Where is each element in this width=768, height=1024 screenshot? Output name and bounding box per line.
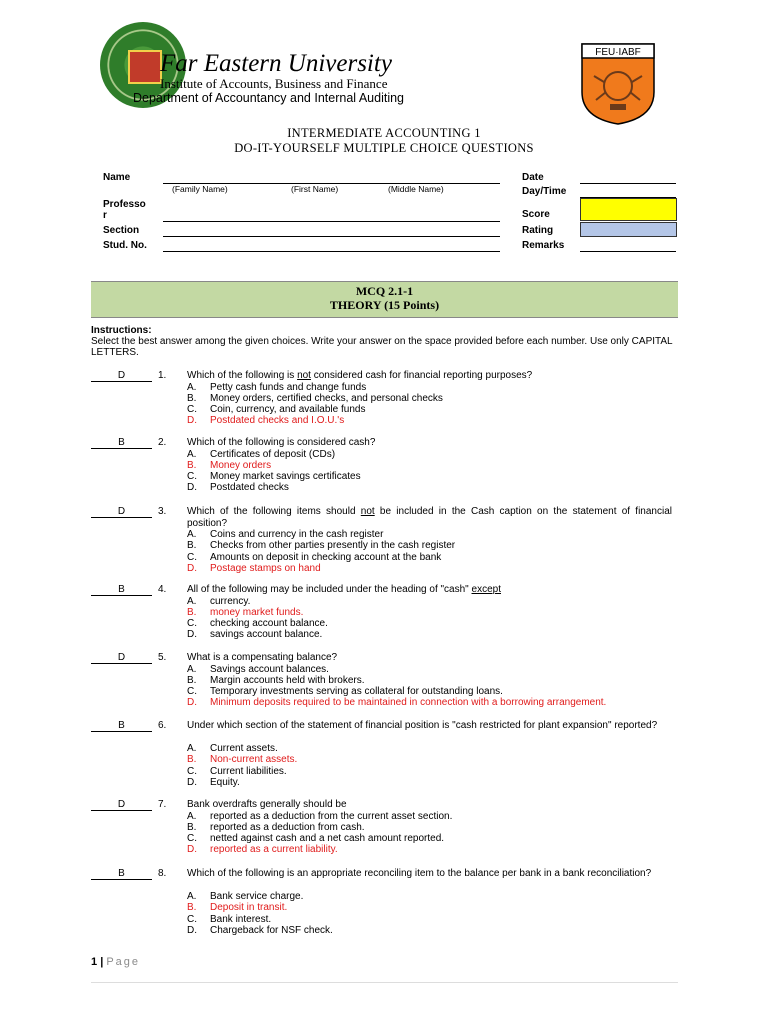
choice-text: Bank service charge. <box>210 891 304 902</box>
answer-field[interactable]: B <box>91 868 152 880</box>
seal-emblem <box>128 50 162 84</box>
choice-letter: B. <box>187 754 197 766</box>
choice-letter: C. <box>187 471 197 483</box>
choice-item <box>187 415 443 426</box>
choice-text: Postdated checks <box>210 482 289 494</box>
choice-letter: A. <box>187 743 197 754</box>
choice-list <box>187 596 328 641</box>
choice-text: Certificates of deposit (CDs) <box>210 448 336 460</box>
first-name-caption: (First Name) <box>291 184 339 194</box>
choice-letter: D. <box>187 844 197 856</box>
choice-letter: D. <box>187 776 197 788</box>
choice-text: Equity. <box>210 776 240 788</box>
choice-text: Savings account balances. <box>210 663 329 675</box>
choice-text: reported as a current liability. <box>210 844 338 856</box>
choice-item <box>187 393 443 404</box>
choice-item <box>187 844 452 855</box>
choice-letter: C. <box>187 765 197 777</box>
choice-text: Margin accounts held with brokers. <box>210 674 365 686</box>
choice-item <box>187 822 452 833</box>
choice-letter: C. <box>187 404 197 416</box>
choice-item <box>187 460 361 471</box>
choice-item <box>187 766 297 777</box>
instructions-text: Select the best answer among the given choices. Write your answer on the space provided before each number. Use only CAPITAL LETTERS. <box>91 336 673 358</box>
answer-field[interactable]: D <box>91 370 152 382</box>
choice-item <box>187 540 455 551</box>
choice-text: reported as a deduction from cash. <box>210 821 365 833</box>
choice-item <box>187 596 328 607</box>
worksheet-title: DO-IT-YOURSELF MULTIPLE CHOICE QUESTIONS <box>234 141 534 155</box>
choice-text: Bank interest. <box>210 913 272 925</box>
choice-text: Deposit in transit. <box>210 902 288 914</box>
choice-text: Temporary investments serving as collateral for outstanding loans. <box>210 686 503 698</box>
remarks-field[interactable] <box>580 251 676 252</box>
page-footer <box>91 956 140 968</box>
choice-text: reported as a deduction from the current asset section. <box>210 810 453 822</box>
choice-letter: C. <box>187 686 197 698</box>
question-text: Which of the following is an appropriate reconciling item to the balance per bank in a bank reconciliation? <box>187 868 652 879</box>
choice-text: Petty cash funds and change funds <box>210 381 367 393</box>
question-text: What is a compensating balance? <box>187 652 338 663</box>
choice-letter: B. <box>187 674 197 686</box>
choice-item <box>187 697 606 708</box>
choice-item <box>187 449 361 460</box>
question-number: 1. <box>158 370 167 381</box>
choice-item <box>187 902 333 913</box>
middle-name-caption: (Middle Name) <box>388 184 444 194</box>
choice-text: Money orders, certified checks, and personal checks <box>210 392 443 404</box>
choice-text: netted against cash and a net cash amount reported. <box>210 833 445 845</box>
choice-letter: D. <box>187 562 197 574</box>
choice-text: Coins and currency in the cash register <box>210 529 384 540</box>
choice-letter: B. <box>187 902 197 914</box>
university-name: Far Eastern University <box>160 50 392 77</box>
date-label: Date <box>522 172 544 183</box>
choice-item <box>187 754 297 765</box>
choice-list <box>187 382 443 427</box>
choice-letter: C. <box>187 913 197 925</box>
stud-no-label: Stud. No. <box>103 240 147 251</box>
choice-letter: A. <box>187 810 197 822</box>
question-number: 6. <box>158 720 167 731</box>
page-separator: | <box>100 956 104 968</box>
answer-field[interactable]: B <box>91 720 152 732</box>
choice-text: savings account balance. <box>210 629 323 641</box>
choice-text: Minimum deposits required to be maintained in connection with a borrowing arrangement. <box>210 697 607 709</box>
choice-item <box>187 629 328 640</box>
choice-text: Postage stamps on hand <box>210 562 321 574</box>
choice-list <box>187 664 606 709</box>
choice-letter: B. <box>187 459 197 471</box>
choice-text: currency. <box>210 595 251 607</box>
choice-letter: A. <box>187 529 197 540</box>
question-text: Bank overdrafts generally should be <box>187 799 347 810</box>
choice-letter: B. <box>187 540 197 552</box>
question-number: 8. <box>158 868 167 879</box>
choice-letter: B. <box>187 821 197 833</box>
choice-text: Money orders <box>210 459 272 471</box>
choice-item <box>187 482 361 493</box>
professor-field[interactable] <box>163 221 500 222</box>
choice-text: Amounts on deposit in checking account at the bank <box>210 551 442 563</box>
choice-letter: C. <box>187 551 197 563</box>
choice-item <box>187 811 452 822</box>
section-banner <box>91 281 678 318</box>
question-number: 5. <box>158 652 167 663</box>
rating-box[interactable] <box>580 222 677 237</box>
mcq-code: MCQ 2.1-1 <box>355 284 414 298</box>
choice-letter: D. <box>187 924 197 936</box>
question-number: 7. <box>158 799 167 810</box>
choice-letter: A. <box>187 891 197 902</box>
answer-field[interactable]: D <box>91 799 152 811</box>
choice-item <box>187 618 328 629</box>
choice-list <box>187 891 333 936</box>
theory-points: THEORY (15 Points) <box>329 298 440 312</box>
choice-text: Postdated checks and I.O.U.'s <box>210 415 345 427</box>
page-number: 1 <box>91 956 98 968</box>
question-number: 4. <box>158 584 167 595</box>
choice-letter: C. <box>187 618 197 630</box>
choice-text: Money market savings certificates <box>210 471 361 483</box>
choice-text: Coin, currency, and available funds <box>210 404 366 416</box>
section-label: Section <box>103 225 140 236</box>
choice-letter: A. <box>187 381 197 393</box>
choice-text: Chargeback for NSF check. <box>210 924 333 936</box>
choice-letter: C. <box>187 833 197 845</box>
choice-item <box>187 743 297 754</box>
choice-letter: A. <box>187 663 197 675</box>
choice-item <box>187 404 443 415</box>
question-text: Under which section of the statement of financial position is "cash restricted for plant expansion" reported? <box>187 720 658 731</box>
question-text: All of the following may be included under the heading of "cash" except <box>187 584 501 595</box>
name-label: Name <box>103 172 131 183</box>
score-label: Score <box>522 209 550 220</box>
course-title: INTERMEDIATE ACCOUNTING 1 <box>287 126 481 140</box>
choice-item <box>187 529 455 540</box>
choice-text: Current assets. <box>210 743 278 754</box>
choice-item <box>187 607 328 618</box>
choice-item <box>187 777 297 788</box>
choice-item <box>187 833 452 844</box>
choice-list <box>187 743 297 788</box>
choice-text: Current liabilities. <box>210 765 287 777</box>
choice-text: Checks from other parties presently in the cash register <box>210 540 456 552</box>
choice-item <box>187 925 333 936</box>
choice-item <box>187 914 333 925</box>
instructions-heading: Instructions: <box>91 325 152 336</box>
choice-letter: A. <box>187 595 197 607</box>
choice-letter: D. <box>187 415 197 427</box>
department-name: Department of Accountancy and Internal Auditing <box>133 91 405 105</box>
family-name-caption: (Family Name) <box>172 184 228 194</box>
choice-letter: D. <box>187 697 197 709</box>
answer-field[interactable]: B <box>91 437 152 449</box>
rating-label: Rating <box>522 225 554 236</box>
footer-divider <box>91 982 678 983</box>
remarks-label: Remarks <box>522 240 565 251</box>
choice-letter: D. <box>187 629 197 641</box>
date-field[interactable] <box>580 183 676 184</box>
question-number: 2. <box>158 437 167 448</box>
choice-item <box>187 686 606 697</box>
answer-field[interactable]: D <box>91 506 152 518</box>
choice-item <box>187 891 333 902</box>
shield-text: FEU·IABF <box>595 47 641 58</box>
question-number: 3. <box>158 506 167 517</box>
score-box[interactable] <box>580 198 677 221</box>
feu-iabf-shield-logo <box>580 42 656 126</box>
choice-item <box>187 563 455 574</box>
institute-name: Institute of Accounts, Business and Finance <box>160 76 388 91</box>
choice-letter: D. <box>187 482 197 494</box>
professor-label: Professo r <box>103 199 146 221</box>
choice-item <box>187 675 606 686</box>
choice-item <box>187 471 361 482</box>
choice-text: Non-current assets. <box>210 754 298 766</box>
choice-item <box>187 382 443 393</box>
question-text: Which of the following is considered cash? <box>187 437 376 448</box>
choice-item <box>187 552 455 563</box>
choice-text: money market funds. <box>210 606 304 618</box>
choice-list <box>187 811 452 856</box>
day-time-label: Day/Time <box>522 186 567 197</box>
choice-letter: B. <box>187 392 197 404</box>
section-field[interactable] <box>163 236 500 237</box>
choice-list <box>187 449 361 494</box>
choice-letter: A. <box>187 448 197 460</box>
answer-field[interactable]: D <box>91 652 152 664</box>
question-text: Which of the following items should not be included in the Cash caption on the statement of financial position? <box>187 506 672 529</box>
answer-field[interactable]: B <box>91 584 152 596</box>
choice-item <box>187 664 606 675</box>
choice-list <box>187 529 455 574</box>
choice-letter: B. <box>187 606 197 618</box>
stud-no-field[interactable] <box>163 251 500 252</box>
question-text: Which of the following is not considered cash for financial reporting purposes? <box>187 370 533 381</box>
page-word: Page <box>106 956 141 968</box>
choice-text: checking account balance. <box>210 618 328 630</box>
